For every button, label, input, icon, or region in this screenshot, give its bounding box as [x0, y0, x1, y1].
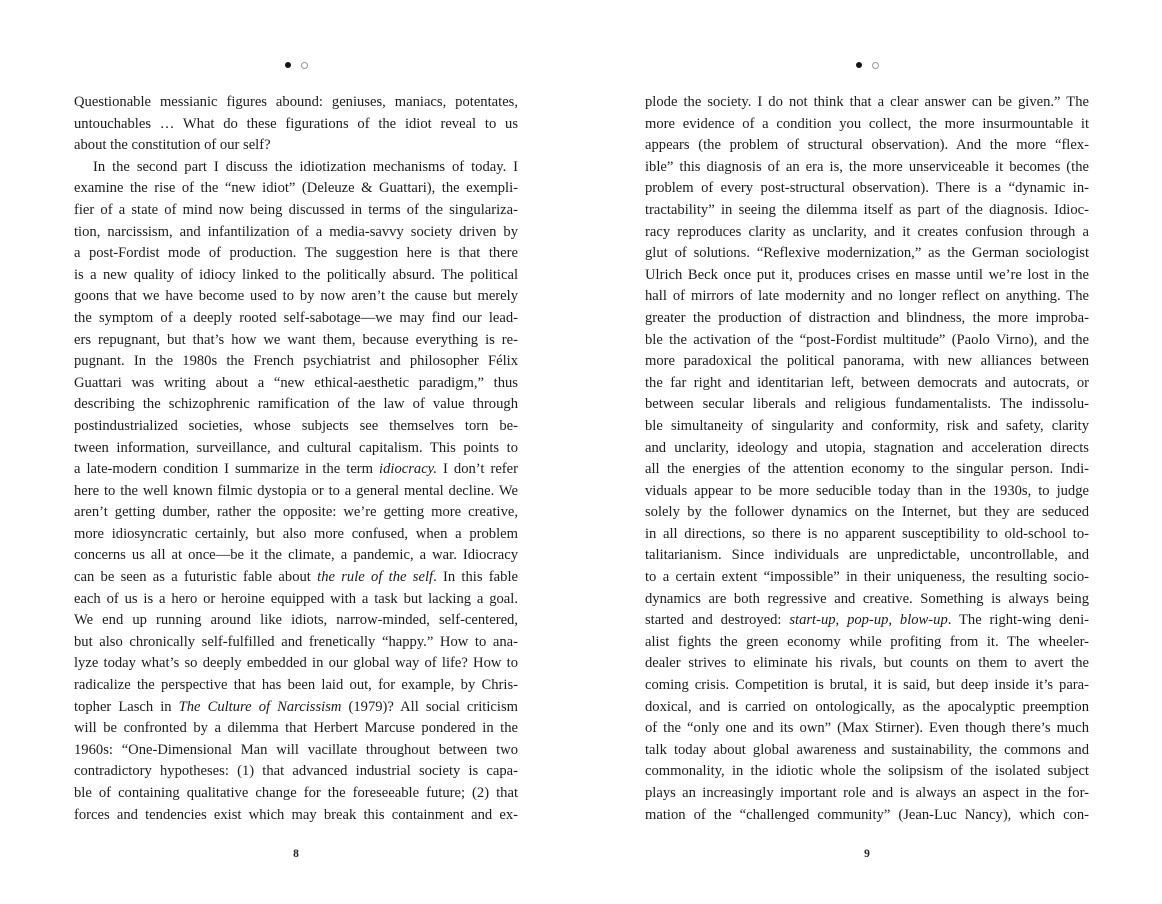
- text-line: racy reproduces clarity as unclarity, and it creates confusion through a: [645, 223, 1089, 240]
- text-line: dynamics are both regressive and creative. Something is always being: [645, 590, 1089, 607]
- text-line: viduals appear to be more seducible today than in the 1930s, to judge: [645, 482, 1089, 499]
- text-line: In the second part I discuss the idiotization mechanisms of today. I: [93, 158, 518, 175]
- page-marker-ornament: [74, 56, 518, 68]
- text-line: ble simultaneity of singularity and conformity, risk and safety, clarity: [645, 417, 1089, 434]
- text-line: the far right and identitarian left, between democrats and autocrats, or: [645, 374, 1089, 391]
- text-line: all the energies of the attention economy to the singular person. Indi-: [645, 461, 1089, 478]
- text-line: a late-modern condition I summarize in the term idiocracy. I don’t refer: [74, 461, 518, 478]
- page-text-right: [645, 92, 1089, 826]
- text-line: in all directions, so there is no apparent susceptibility to old-school to-: [645, 525, 1089, 542]
- text-line: between secular liberals and religious fundamentalists. The indissolu-: [645, 396, 1089, 413]
- text-line: problem of every post-structural observation). There is a “dynamic in-: [645, 180, 1089, 197]
- text-line: glut of solutions. “Reflexive modernization,” as the German sociologist: [645, 245, 1089, 262]
- text-line: lyze today what’s so deeply embedded in our global way of life? How to: [74, 655, 518, 672]
- text-line: here to the well known filmic dystopia or to a general mental decline. We: [74, 482, 518, 499]
- text-line: postindustrialized societies, whose subjects see themselves torn be-: [74, 417, 518, 434]
- text-line: greater the production of distraction and blindness, the more improba-: [645, 309, 1089, 326]
- text-line: untouchables … What do these figurations of the idiot reveal to us: [74, 115, 518, 132]
- text-line: dealer strives to eliminate his rivals, but counts on them to avert the: [645, 655, 1089, 672]
- text-line: can be seen as a futuristic fable about the rule of the self. In this fable: [74, 569, 518, 586]
- text-line: tion, narcissism, and infantilization of a media-savvy society driven by: [74, 223, 518, 240]
- text-line: started and destroyed: start-up, pop-up, blow-up. The right-wing deni-: [645, 612, 1089, 629]
- text-line: forces and tendencies exist which may break this containment and ex-: [74, 806, 518, 823]
- text-line: radicalize the perspective that has been laid out, for example, by Chris-: [74, 677, 518, 694]
- text-line: each of us is a hero or heroine equipped with a task but lacking a goal.: [74, 590, 518, 607]
- text-line: aren’t getting dumber, rather the opposite: we’re getting more creative,: [74, 504, 518, 521]
- text-line: We end up running around like idiots, narrow-minded, self-centered,: [74, 612, 518, 629]
- text-line: examine the rise of the “new idiot” (Deleuze & Guattari), the exempli-: [74, 180, 518, 197]
- text-line: but also chronically self-fulfilled and frenetically “happy.” How to ana-: [74, 633, 518, 650]
- text-line: is a new quality of idiocy linked to the politically absurd. The political: [74, 266, 518, 283]
- text-line: to a certain extent “impossible” in their uniqueness, the resulting socio-: [645, 569, 1089, 586]
- text-line: ible” this diagnosis of an era is, the more unserviceable it becomes (the: [645, 158, 1089, 175]
- text-line: alist fights the green economy while profiting from it. The wheeler-: [645, 633, 1089, 650]
- text-line: tractability” in seeing the dilemma itself as part of the diagnosis. Idioc-: [645, 201, 1089, 218]
- text-line: mation of the “challenged community” (Jean-Luc Nancy), which con-: [645, 806, 1089, 823]
- text-line: pugnant. In the 1980s the French psychiatrist and philosopher Félix: [74, 353, 518, 370]
- page-text-left: [74, 92, 518, 826]
- page-right: [645, 0, 1089, 904]
- text-line: talitarianism. Since individuals are unpredictable, uncontrollable, and: [645, 547, 1089, 564]
- text-line: hall of mirrors of late modernity and no longer reflect on anything. The: [645, 288, 1089, 305]
- text-line: about the constitution of our self?: [74, 137, 271, 154]
- text-line: a post-Fordist mode of production. The suggestion here is that there: [74, 245, 518, 262]
- text-line: more evidence of a condition you collect, the more insurmountable it: [645, 115, 1089, 132]
- text-line: solely by the follower dynamics on the Internet, but they are seduced: [645, 504, 1089, 521]
- text-line: topher Lasch in The Culture of Narcissism (1979)? All social criticism: [74, 698, 518, 715]
- text-line: tween information, surveillance, and cultural capitalism. This points to: [74, 439, 518, 456]
- text-line: appears (the problem of structural observation). And the more “flex-: [645, 137, 1089, 154]
- text-line: more idiosyncratic certainly, but also more confused, when a problem: [74, 525, 518, 542]
- filled-circle-icon: [285, 62, 291, 68]
- text-line: concerns us all at once—be it the climate, a pandemic, a war. Idiocracy: [74, 547, 518, 564]
- open-circle-icon: [872, 62, 879, 69]
- text-line: will be confronted by a dilemma that Herbert Marcuse pondered in the: [74, 720, 518, 737]
- text-line: the symptom of a deeply rooted self-sabotage—we may find our lead-: [74, 309, 518, 326]
- text-line: Ulrich Beck once put it, produces crises en masse until we’re lost in the: [645, 266, 1089, 283]
- text-line: Questionable messianic figures abound: geniuses, maniacs, potentates,: [74, 94, 518, 110]
- text-line: ble the activation of the “post-Fordist multitude” (Paolo Virno), and the: [645, 331, 1089, 348]
- text-line: more paradoxical the political panorama, with new alliances between: [645, 353, 1089, 370]
- filled-circle-icon: [856, 62, 862, 68]
- page-marker-ornament: [645, 56, 1089, 68]
- text-line: commonality, in the idiotic whole the solipsism of the isolated subject: [645, 763, 1089, 780]
- text-line: plays an increasingly important role and is always an aspect in the for-: [645, 785, 1089, 801]
- text-line: ble of containing qualitative change for the foreseeable future; (2) that: [74, 785, 518, 801]
- text-line: plode the society. I do not think that a clear answer can be given.” The: [645, 94, 1089, 110]
- text-line: 1960s: “One-Dimensional Man will vacillate throughout between two: [74, 741, 518, 758]
- text-line: fier of a state of mind now being discussed in terms of the singulariza-: [74, 201, 518, 218]
- text-line: contradictory hypotheses: (1) that advanced industrial society is capa-: [74, 763, 518, 780]
- page-left: [74, 0, 518, 904]
- text-line: talk today about global awareness and sustainability, the commons and: [645, 741, 1089, 758]
- text-line: Guattari was writing about a “new ethical-aesthetic paradigm,” thus: [74, 374, 518, 391]
- text-line: of the “only one and its own” (Max Stirner). Even though there’s much: [645, 720, 1089, 737]
- page-number-left: 8: [293, 848, 299, 860]
- open-circle-icon: [301, 62, 308, 69]
- text-line: describing the schizophrenic ramification of the law of value through: [74, 396, 518, 413]
- text-line: coming crisis. Competition is brutal, it is said, but deep inside it’s para-: [645, 677, 1089, 694]
- text-line: and unclarity, ideology and utopia, stagnation and acceleration directs: [645, 439, 1089, 456]
- text-line: ers repugnant, but that’s how we want them, because everything is re-: [74, 331, 518, 348]
- page-number-right: 9: [864, 848, 870, 860]
- text-line: doxical, and is carried on ontologically, as the apocalyptic preemption: [645, 698, 1089, 715]
- text-line: goons that we have become used to by now aren’t the cause but merely: [74, 288, 518, 305]
